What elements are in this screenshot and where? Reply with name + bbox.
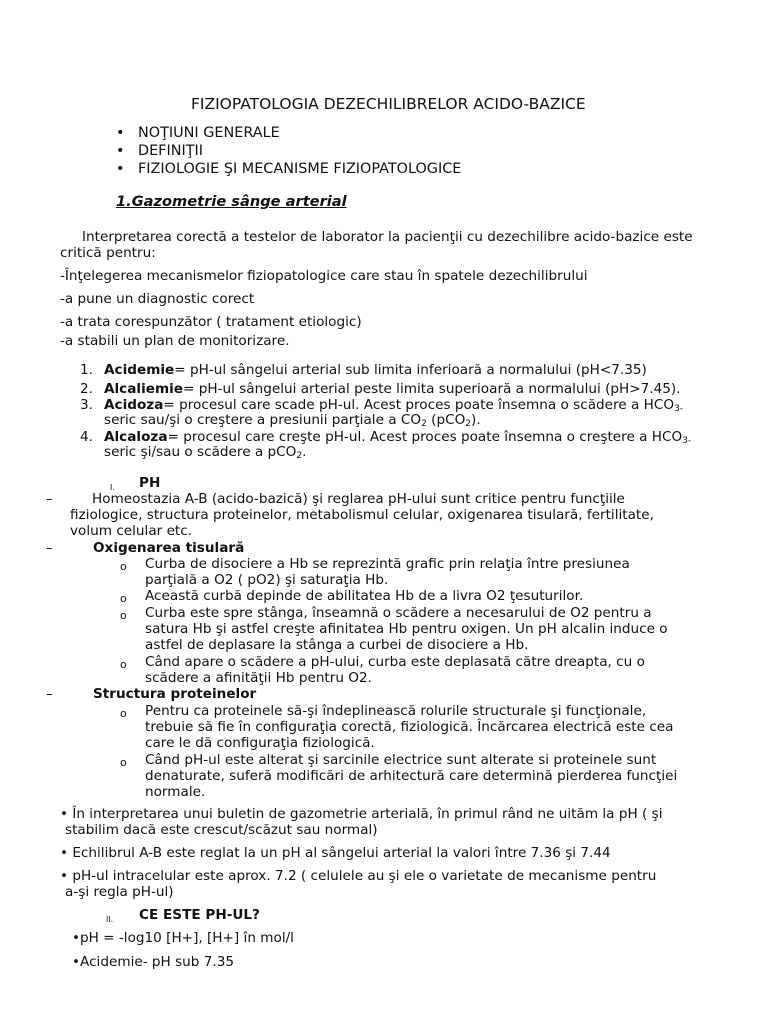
oxigenare-line: astfel de deplasare la stânga a curbei de disociere a Hb. <box>145 637 529 653</box>
dash-icon: – <box>46 540 53 556</box>
definition-term: Acidoza <box>104 397 164 413</box>
note-line: a-şi regla pH-ul) <box>65 884 174 900</box>
formula-line: •pH = -log10 [H+], [H+] în mol/l <box>72 930 294 946</box>
oxigenare-line: Curba este spre stânga, înseamnă o scădere a necesarului de O2 pentru a <box>145 605 652 621</box>
oxigenare-line: satura Hb şi astfel creşte afinitatea Hb pentru oxigen. Un pH alcalin induce o <box>145 621 668 637</box>
bullet-item: • NOŢIUNI GENERALE <box>116 125 280 141</box>
oxigenare-line: parţială a O2 ( pO2) şi saturaţia Hb. <box>145 572 389 588</box>
bullet-icon: • <box>116 161 125 177</box>
bullet-icon: • <box>116 125 125 141</box>
section-heading: 1.Gazometrie sânge arterial <box>116 193 347 210</box>
definition-continuation: seric şi/sau o scădere a pCO$_2$. <box>104 444 307 461</box>
homeostazia-line: fiziologice, structura proteinelor, metabolismul celular, oxigenarea tisulară, fertilitate, <box>70 507 654 523</box>
bullet-item: • FIZIOLOGIE ŞI MECANISME FIZIOPATOLOGICE <box>116 161 462 177</box>
acidemie-line: •Acidemie- pH sub 7.35 <box>72 954 235 970</box>
dash-icon: – <box>46 491 53 507</box>
purpose-line: -a pune un diagnostic corect <box>60 291 255 307</box>
note-line: • pH-ul intracelular este aprox. 7.2 ( celulele au şi ele o varietate de mecanisme pentru <box>60 868 657 884</box>
definition-item: 2. Alcaliemie= pH-ul sângelui arterial peste limita superioară a normalului (pH>7.45). <box>80 381 681 397</box>
oxigenare-line: Când apare o scădere a pH-ului, curba este deplasată către dreapta, cu o <box>145 654 645 670</box>
definition-item: 3. Acidoza= procesul care scade pH-ul. Acest proces poate însemna o scădere a $HCO_{3-}$ <box>80 397 684 414</box>
circle-bullet-icon: o <box>120 592 127 605</box>
circle-bullet-icon: o <box>120 658 127 671</box>
proteine-line: trebuie să fie în configuraţia corectă, fiziologică. Încărcarea electrică este cea <box>145 719 674 735</box>
note-line: • Echilibrul A-B este reglat la un pH al sângelui arterial la valori între 7.36 şi 7.44 <box>60 845 611 861</box>
intro-line: critică pentru: <box>60 245 156 261</box>
section2-heading: CE ESTE PH-UL? <box>139 907 260 923</box>
proteine-line: Pentru ca proteinele să-şi îndeplinească rolurile structurale şi funcţionale, <box>145 703 647 719</box>
definition-term: Acidemie <box>104 362 175 378</box>
proteine-line: denaturate, suferă modificări de arhitectură care determină pierderea funcţiei <box>145 768 678 784</box>
bullet-icon: • <box>116 143 125 159</box>
note-line: • În interpretarea unui buletin de gazometrie arterială, în primul rând ne uităm la pH ( şi <box>60 806 663 822</box>
ph-heading: PH <box>139 475 161 491</box>
note-line: stabilim dacă este crescut/scăzut sau normal) <box>65 822 378 838</box>
definition-item: 4. Alcaloza= procesul care creşte pH-ul. Acest proces poate însemna o creştere a $HCO_{3-}$ <box>80 429 692 446</box>
purpose-line: -a stabili un plan de monitorizare. <box>60 333 290 349</box>
roman-numeral: I. <box>110 483 115 492</box>
proteine-line: normale. <box>145 784 206 800</box>
circle-bullet-icon: o <box>120 756 127 769</box>
definition-item: 1. Acidemie= pH-ul sângelui arterial sub limita inferioară a normalului (pH<7.35) <box>80 362 647 378</box>
circle-bullet-icon: o <box>120 560 127 573</box>
proteine-line: Când pH-ul este alterat şi sarcinile electrice sunt alterate si proteinele sunt <box>145 752 657 768</box>
purpose-line: -Înţelegerea mecanismelor fiziopatologice care stau în spatele dezechilibrului <box>60 268 588 284</box>
oxigenare-line: Această curbă depinde de abilitatea Hb de a livra O2 ţesuturilor. <box>145 588 584 604</box>
oxigenare-line: scădere a afinităţii Hb pentru O2. <box>145 670 372 686</box>
intro-line: Interpretarea corectă a testelor de laborator la pacienţii cu dezechilibre acido-bazice este <box>82 229 693 245</box>
proteine-line: care le dă configuraţia fiziologică. <box>145 735 375 751</box>
homeostazia-line: volum celular etc. <box>70 523 193 539</box>
purpose-line: -a trata corespunzător ( tratament etiologic) <box>60 314 362 330</box>
definition-term: Alcaliemie <box>104 381 183 397</box>
oxigenare-line: Curba de disociere a Hb se reprezintă grafic prin relaţia între presiunea <box>145 556 630 572</box>
definition-continuation: seric sau/şi o creştere a presiunii parţiale a $CO_2$ (pCO$_2$). <box>104 412 481 429</box>
roman-numeral: II. <box>106 915 114 924</box>
dash-icon: – <box>46 686 53 702</box>
circle-bullet-icon: o <box>120 707 127 720</box>
homeostazia-line: Homeostazia A-B (acido-bazică) şi reglarea pH-ului sunt critice pentru funcţiile <box>92 491 625 507</box>
page-title: FIZIOPATOLOGIA DEZECHILIBRELOR ACIDO-BAZICE <box>191 95 586 113</box>
bullet-item: • DEFINIŢII <box>116 143 203 159</box>
circle-bullet-icon: o <box>120 609 127 622</box>
proteine-heading: Structura proteinelor <box>93 686 257 702</box>
oxigenare-heading: Oxigenarea tisulară <box>93 540 245 556</box>
definition-term: Alcaloza <box>104 429 168 445</box>
